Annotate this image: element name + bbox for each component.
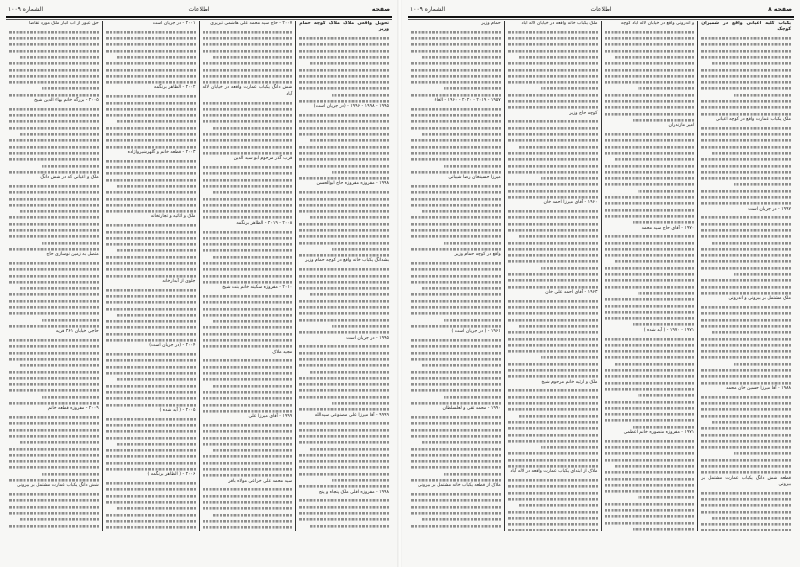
listing-entry: ۱۹۹۸ - مفروزه مفروزه حاج ابوالحسن bbox=[316, 181, 389, 187]
text-line bbox=[508, 463, 598, 469]
text-column bbox=[504, 21, 601, 531]
text-column bbox=[199, 21, 296, 531]
listing-entry: متصل به زمین نوسازی حاج bbox=[46, 252, 99, 258]
right-page-header bbox=[408, 5, 794, 15]
header-rule-thin bbox=[408, 19, 794, 20]
listing-entry: تحویل واقعی ملاک ملاک گوچه حمام وزیر bbox=[299, 21, 389, 33]
text-line bbox=[9, 92, 99, 98]
text-line bbox=[203, 530, 293, 531]
header-rule bbox=[6, 16, 392, 18]
text-line bbox=[701, 469, 791, 475]
text-line bbox=[203, 214, 293, 220]
listing-entry: جلوی از آبدارخانه bbox=[162, 278, 196, 284]
text-line bbox=[633, 526, 694, 531]
text-line bbox=[411, 246, 501, 252]
page-label: صفحه bbox=[371, 6, 390, 13]
text-line bbox=[203, 408, 293, 414]
text-line bbox=[106, 530, 196, 531]
text-line bbox=[203, 79, 293, 85]
listing-entry: ۲۰۰۵ - ( آبد شده ) bbox=[159, 407, 196, 413]
text-line bbox=[299, 529, 389, 531]
text-line bbox=[633, 321, 694, 327]
text-line bbox=[633, 117, 694, 123]
text-line bbox=[701, 111, 791, 117]
text-line bbox=[299, 329, 389, 335]
listing-entry: ملاک از ابتدای یکباب عمارت واقعه در لاله آباد bbox=[510, 469, 598, 475]
text-line bbox=[9, 323, 99, 329]
text-line bbox=[299, 483, 389, 489]
listing-entry: ۱۹۷۰ - آقای حاج سید محمد bbox=[641, 225, 695, 231]
text-line bbox=[299, 406, 389, 412]
listing-entry: ۱۹۹۹ - آقای میرزا علی bbox=[248, 414, 293, 420]
listing-entry: کوچه حاج وزیر bbox=[569, 110, 598, 116]
right-page-columns bbox=[408, 21, 794, 531]
listing-entry: سید محمد علی خزاعی مولاه باقر bbox=[228, 478, 293, 484]
text-line bbox=[203, 150, 293, 156]
listing-entry: ۲۰۰۳ - قطعه خانم و گلهزشیرواژاده bbox=[127, 149, 196, 155]
listing-entry: ۱۹۵۷ - ۲۰۱۹ - ۲۰۲۰ - ۱۹۶۰ - الغاء bbox=[434, 98, 501, 104]
issue-number: الشماره ۱۰۰۹ bbox=[410, 6, 445, 13]
listing-entry: ملک یکباب خانه واقعه در خیابان لاله آباد bbox=[521, 21, 598, 26]
text-line bbox=[633, 219, 694, 225]
text-line bbox=[299, 175, 389, 181]
text-line bbox=[106, 402, 196, 408]
left-page-columns bbox=[6, 21, 392, 531]
listing-entry: ۱۹۶۱ - ( در جریان است ) bbox=[451, 329, 501, 335]
text-line bbox=[9, 400, 99, 406]
listing-entry: ۱۹۸۸ - آقا میرزا حسین خان محمد bbox=[726, 385, 791, 391]
listing-entry: ۱۹۹۸ - مفروزه اقلی ملک پنجاه و پنج bbox=[318, 489, 389, 495]
right-page bbox=[402, 0, 800, 567]
text-line bbox=[299, 98, 389, 104]
text-line bbox=[411, 92, 501, 98]
left-page bbox=[0, 0, 398, 567]
listing-entry: بشدانگ یکباب خانه واقع در کوچه حمام وزیر bbox=[305, 258, 389, 264]
text-line bbox=[203, 343, 293, 349]
text-line bbox=[9, 169, 99, 175]
listing-entry: ۱۹۹۵ - ۱۹۹۸ - ۱۹۹۶ - (در جریان است) bbox=[313, 104, 389, 110]
listing-entry: ۲۰۰۸ - ۲۰۱۹ - الظاهر برنگمه bbox=[236, 220, 293, 226]
listing-entry: ملک یکباب عمارت واقع در کوچه اعیانی bbox=[715, 116, 791, 122]
issue-number: الشماره ۱۰۰۹ bbox=[8, 6, 43, 13]
listing-entry: ۱۹۷۱ - مفروزه منصوره خانم اعظمی bbox=[623, 430, 695, 435]
listing-entry: حق عبور از آب انبار ملک مورد تقاضا bbox=[28, 21, 99, 26]
listing-entry: ۲۰۰۶ - ( الظاهر برنگمه ) bbox=[147, 472, 196, 478]
text-line bbox=[9, 246, 99, 252]
text-line bbox=[203, 472, 293, 478]
listing-entry: میرزا حسینخان رضا شیبانی bbox=[448, 175, 501, 181]
text-line bbox=[701, 290, 791, 296]
listing-entry: ملک و اثاثیه و تجارتخانه bbox=[150, 214, 196, 220]
listing-entry: یکباب کلیه اعیانی واقع در شمیران کوچک bbox=[701, 21, 791, 33]
listing-entry: ۱۹۹۵ - در جریان است bbox=[346, 335, 389, 341]
listing-entry: ملاک از قطعه یکباب خانه مشتمل بر بیرونی bbox=[417, 483, 501, 489]
text-line bbox=[508, 104, 598, 110]
listing-entry: ۱۹۷۱ - ۱۹۷۰ - ( آبد شده ) bbox=[643, 327, 695, 333]
listing-entry: ۲۰۰۱ - در جریان است bbox=[152, 21, 196, 26]
listing-entry: ۱۹۶۰ - آقای میرزا احمد خان bbox=[543, 200, 598, 206]
listing-entry: ۲۰۰۷ - حاج سید محمد علی هاشمی تبریزی bbox=[210, 21, 293, 26]
header-rule-thin bbox=[6, 19, 392, 20]
text-column bbox=[6, 21, 102, 531]
text-line bbox=[106, 79, 196, 85]
text-line bbox=[701, 200, 791, 206]
newspaper-title: اطلاعات bbox=[188, 6, 210, 13]
listing-entry: شش دانگ یکباب عمارت واقعه در خیابان لاله آباد bbox=[202, 85, 293, 97]
text-line bbox=[106, 466, 196, 472]
text-line bbox=[106, 337, 196, 343]
listing-entry: واقع در کوچه حمام وزیر bbox=[454, 252, 501, 258]
listing-entry: قرب گذر مرحوم ابو سید الدین bbox=[233, 156, 293, 162]
listing-entry: امیر مازندران bbox=[668, 123, 695, 129]
listing-entry: و اندرونی واقع در خیابان لاله آباد کوچه bbox=[620, 21, 695, 26]
text-column bbox=[408, 21, 504, 531]
text-line bbox=[299, 252, 389, 258]
listing-entry: ۱۹۹۰ - محمد تقی و لعلسلطان bbox=[442, 406, 501, 412]
text-line bbox=[411, 323, 501, 329]
text-line bbox=[701, 527, 791, 531]
text-line bbox=[508, 194, 598, 200]
listing-entry: ۲۰۰۴ - (در جریان است) bbox=[149, 343, 196, 349]
listing-entry: قطعه شش دانگ یکباب عمارت مشتمل بر بیرونی bbox=[701, 475, 791, 487]
text-line bbox=[508, 284, 598, 290]
text-line bbox=[106, 144, 196, 150]
listing-entry: ۱۹۹۷ - در جریان است bbox=[748, 206, 791, 212]
left-page-header bbox=[6, 5, 392, 15]
listing-entry: ۹۹۹۹ - آقا میرزا علی مصنوعی سیدالله bbox=[314, 412, 389, 418]
page-label: صفحه ۸ bbox=[768, 6, 792, 13]
text-line bbox=[508, 373, 598, 379]
listing-entry: شش دانگ یکباب عمارت مشتمل بر بیرونی bbox=[16, 483, 99, 489]
text-line bbox=[411, 477, 501, 483]
text-line bbox=[508, 527, 598, 531]
text-line bbox=[106, 208, 196, 214]
listing-entry: ۲۰۰۲ - الظاهر برنگمه bbox=[154, 85, 196, 91]
listing-entry: ملک و اعیانی که در شش دانگ bbox=[40, 175, 99, 181]
newspaper-title: اطلاعات bbox=[590, 6, 612, 13]
listing-entry: ۲۰۱۰ - مفروزه سکینه خانم بنت شیخ bbox=[222, 285, 293, 291]
text-line bbox=[701, 380, 791, 386]
listing-entry: حاجی خیابان ۲۶۱ قریه bbox=[55, 329, 99, 335]
header-rule bbox=[408, 16, 794, 18]
text-line bbox=[106, 273, 196, 279]
listing-entry: ملک مشتمل بر بیرونی و اندرونی bbox=[728, 296, 791, 302]
text-line bbox=[411, 169, 501, 175]
text-line bbox=[411, 529, 501, 531]
text-column bbox=[102, 21, 199, 531]
listing-entry: مجید ملاک bbox=[272, 349, 293, 355]
text-line bbox=[411, 400, 501, 406]
listing-entry: ملک و ارثیه خانم مرحوم شیخ bbox=[541, 379, 598, 385]
text-column bbox=[601, 21, 698, 531]
text-line bbox=[9, 477, 99, 483]
text-line bbox=[9, 529, 99, 531]
listing-entry: ۲۰۰۵ - بزرگه خانم بهاء الدین شیخ bbox=[34, 98, 99, 104]
text-line bbox=[203, 279, 293, 285]
text-column bbox=[697, 21, 794, 531]
text-line bbox=[633, 424, 694, 430]
listing-entry: حمام وزیر bbox=[481, 21, 501, 26]
listing-entry: ۱۹۶۳ - آقای احمد علی خان bbox=[545, 289, 598, 295]
listing-entry: ۲۰۰۹ - مفروزه قطعه خانم bbox=[47, 406, 99, 412]
text-column bbox=[295, 21, 392, 531]
